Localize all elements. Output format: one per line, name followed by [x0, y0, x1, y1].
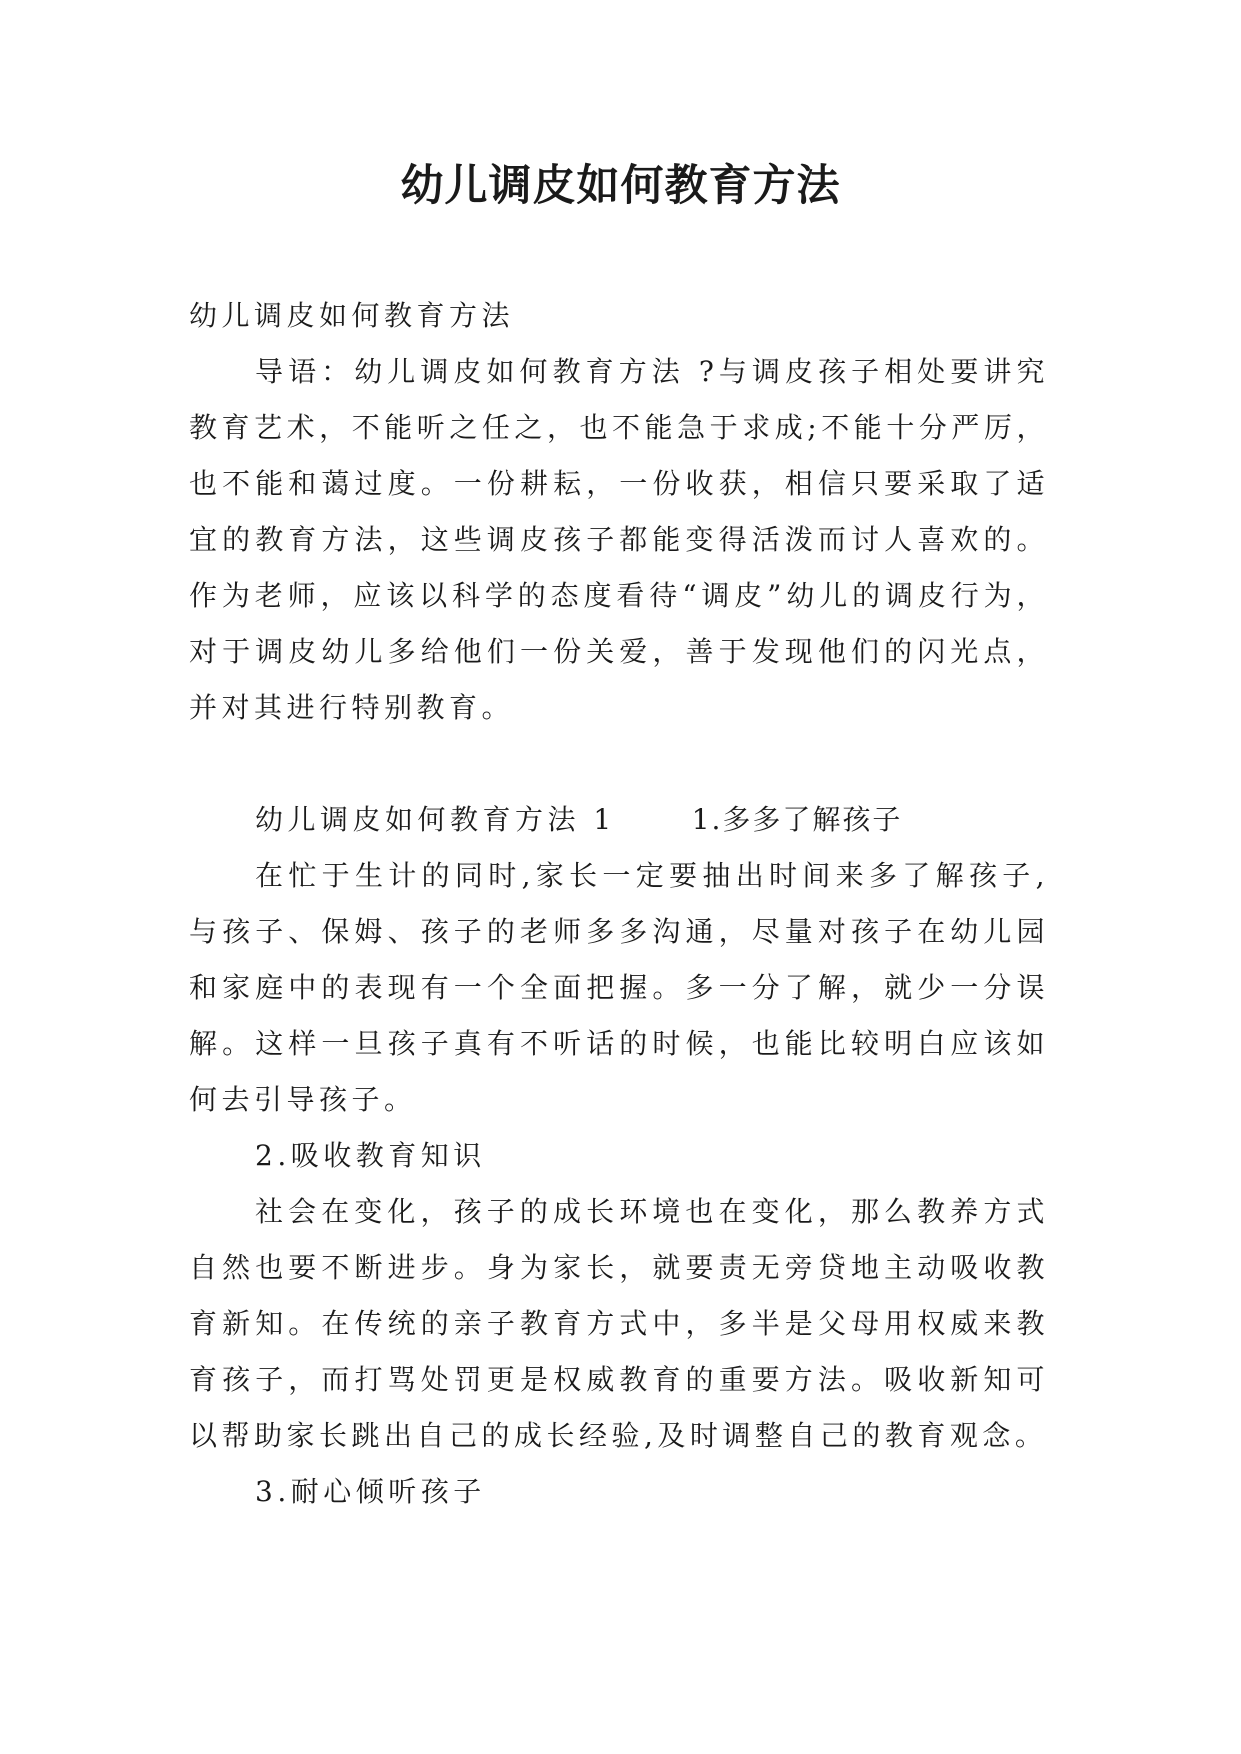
spacer: [189, 736, 1049, 792]
section-1-heading: 幼儿调皮如何教育方法 1: [255, 803, 616, 836]
point-2-body: 社会在变化，孩子的成长环境也在变化，那么教养方式自然也要不断进步。身为家长，就要责无旁贷地主动吸收教育新知。在传统的亲子教育方式中，多半是父母用权威来教育孩子，而打骂处罚更是权威教育的重要方法。吸收新知可以帮助家长跳出自己的成长经验,及时调整自己的教育观念。: [189, 1195, 1049, 1452]
point-2-heading: 2.吸收教育知识: [255, 1139, 486, 1172]
point-3-heading: 3.耐心倾听孩子: [255, 1475, 486, 1508]
document-body: [189, 288, 1049, 1520]
section-heading-line: [189, 792, 1049, 848]
point-1-heading: 1.多多了解孩子: [691, 803, 903, 836]
point-1-body: 在忙于生计的同时,家长一定要抽出时间来多了解孩子,与孩子、保姆、孩子的老师多多沟通，尽量对孩子在幼儿园和家庭中的表现有一个全面把握。多一分了解，就少一分误解。这样一旦孩子真有不听话的时候，也能比较明白应该如何去引导孩子。: [189, 859, 1049, 1116]
subtitle: 幼儿调皮如何教育方法: [189, 299, 515, 332]
intro-paragraph: 导语：幼儿调皮如何教育方法 ?与调皮孩子相处要讲究教育艺术，不能听之任之，也不能急于求成;不能十分严厉，也不能和蔼过度。一份耕耘，一份收获，相信只要采取了适宜的教育方法，这些调皮孩子都能变得活泼而讨人喜欢的。作为老师，应该以科学的态度看待“调皮”幼儿的调皮行为，对于调皮幼儿多给他们一份关爱，善于发现他们的闪光点，并对其进行特别教育。: [189, 355, 1049, 724]
document-title: 幼儿调皮如何教育方法: [400, 161, 841, 211]
